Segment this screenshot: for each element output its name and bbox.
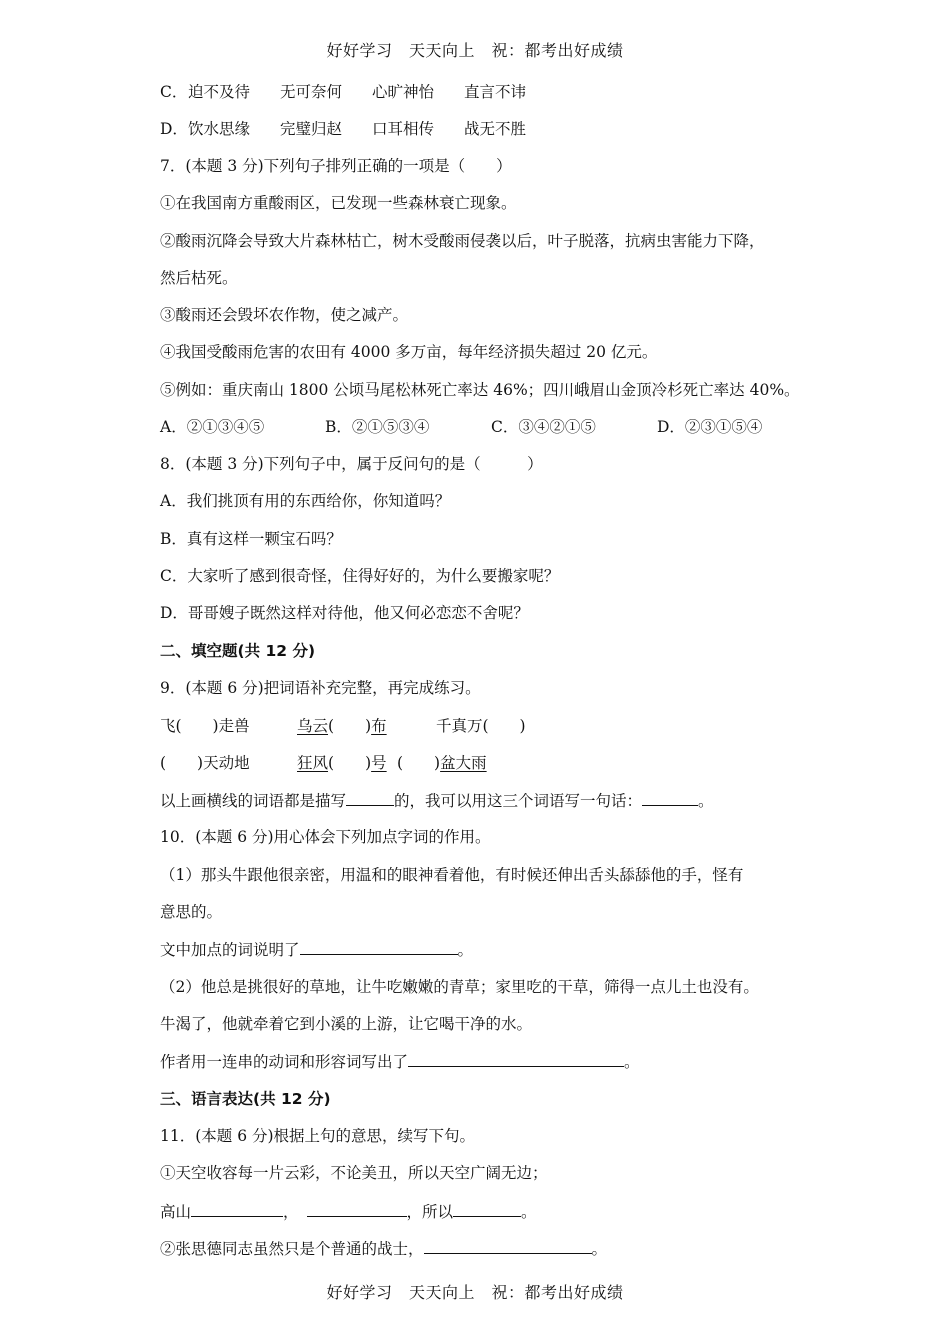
q9-word-6 xyxy=(397,753,487,773)
q10-passage-2b: 牛渴了，他就牵着它到小溪的上游，让它喝干净的水。 xyxy=(160,1015,533,1033)
q10-question-1 xyxy=(160,939,473,960)
section-2-title: 二、填空题(共 12 分) xyxy=(160,642,316,660)
q9-word-4: ( )天动地 xyxy=(160,754,250,772)
text: 。 xyxy=(521,1203,537,1221)
underlined-text: 盆大雨 xyxy=(440,754,487,772)
text: 高山 xyxy=(160,1203,192,1221)
q8-stem: 8．(本题 3 分)下列句子中，属于反问句的是（ ） xyxy=(160,455,543,473)
word: 迫不及待 xyxy=(188,83,251,101)
q7-options xyxy=(160,417,762,437)
q7-sentence-2b: 然后枯死。 xyxy=(160,269,238,287)
blank[interactable]: ( ) xyxy=(328,717,372,735)
q9-word-5 xyxy=(297,753,397,773)
q7-sentence-1: ①在我国南方重酸雨区，已发现一些森林衰亡现象。 xyxy=(160,194,517,212)
text: 。 xyxy=(591,1240,608,1258)
q7-sentence-5: ⑤例如：重庆南山 1800 公顷马尾松林死亡率达 46%；四川峨眉山金顶冷杉死亡率达 40%。 xyxy=(160,381,800,399)
word: 直言不讳 xyxy=(464,83,527,101)
q9-stem: 9．(本题 6 分)把词语补充完整，再完成练习。 xyxy=(160,679,481,697)
q9-word-2 xyxy=(297,716,436,736)
word: 口耳相传 xyxy=(372,120,435,138)
word: 饮水思缘 xyxy=(188,120,251,138)
q7-sentence-4: ④我国受酸雨危害的农田有 4000 多万亩，每年经济损失超过 20 亿元。 xyxy=(160,343,658,361)
blank[interactable]: ( ) xyxy=(397,754,441,772)
q11-line-1: ①天空收容每一片云彩，不论美丑，所以天空广阔无边； xyxy=(160,1164,548,1182)
underlined-text: 号 xyxy=(371,754,387,772)
q10-stem: 10．(本题 6 分)用心体会下列加点字词的作用。 xyxy=(160,828,491,846)
underlined-text: 乌云 xyxy=(297,717,329,735)
q7-sentence-2a: ②酸雨沉降会导致大片森林枯亡，树木受酸雨侵袭以后，叶子脱落，抗病虫害能力下降， xyxy=(160,232,765,250)
answer-blank[interactable] xyxy=(300,939,458,955)
text: ②张思德同志虽然只是个普通的战士， xyxy=(160,1240,424,1258)
answer-blank[interactable] xyxy=(191,1201,283,1217)
q8-option-b[interactable]: B．真有这样一颗宝石吗？ xyxy=(160,530,342,548)
q10-question-2 xyxy=(160,1051,640,1072)
q6-option-d xyxy=(160,119,526,139)
q7-stem: 7．(本题 3 分)下列句子排列正确的一项是（ ） xyxy=(160,157,512,175)
word: 战无不胜 xyxy=(464,120,527,138)
q9-words-row-1 xyxy=(160,716,526,736)
text: 以上画横线的词语都是描写 xyxy=(160,792,347,810)
answer-blank[interactable] xyxy=(424,1238,592,1254)
option-label: D． xyxy=(160,120,188,138)
text: 文中加点的词说明了 xyxy=(160,941,300,959)
text: 。 xyxy=(457,941,474,959)
q9-words-row-2 xyxy=(160,753,487,773)
text: ， xyxy=(283,1203,299,1221)
q8-option-d[interactable]: D．哥哥嫂子既然这样对待他，他又何必恋恋不舍呢？ xyxy=(160,604,529,622)
section-3-title: 三、语言表达(共 12 分) xyxy=(160,1090,331,1108)
q8-option-a[interactable]: A．我们挑顶有用的东西给你，你知道吗？ xyxy=(160,492,451,510)
word: 心旷神怡 xyxy=(372,83,435,101)
q8-option-c[interactable]: C．大家听了感到很奇怪，住得好好的，为什么要搬家呢？ xyxy=(160,567,560,585)
q9-question xyxy=(160,790,714,811)
underlined-text: 布 xyxy=(371,717,387,735)
q7-option-c[interactable]: C．③④②①⑤ xyxy=(491,418,596,436)
q7-option-a[interactable]: A．②①③④⑤ xyxy=(160,418,265,436)
answer-blank[interactable] xyxy=(346,790,394,806)
q10-passage-1b: 意思的。 xyxy=(160,903,223,921)
q6-option-c xyxy=(160,82,526,102)
underlined-text: 狂风 xyxy=(297,754,329,772)
q10-passage-1a: （1）那头牛跟他很亲密，用温和的眼神看着他，有时候还伸出舌头舔舔他的手，怪有 xyxy=(160,866,744,884)
blank[interactable]: ( ) xyxy=(328,754,372,772)
answer-blank[interactable] xyxy=(307,1201,407,1217)
q11-line-3 xyxy=(160,1238,607,1259)
q7-sentence-3: ③酸雨还会毁坏农作物，使之减产。 xyxy=(160,306,409,324)
answer-blank[interactable] xyxy=(453,1201,521,1217)
q10-passage-2a: （2）他总是挑很好的草地，让牛吃嫩嫩的青草；家里吃的干草，筛得一点儿土也没有。 xyxy=(160,978,759,996)
answer-blank[interactable] xyxy=(642,790,698,806)
q7-option-d[interactable]: D．②③①⑤④ xyxy=(657,418,763,436)
page-header: 好好学习 天天向上 祝：都考出好成绩 xyxy=(326,41,624,60)
q7-option-b[interactable]: B．②①⑤③④ xyxy=(325,418,430,436)
answer-blank[interactable] xyxy=(408,1051,624,1067)
q11-stem: 11．(本题 6 分)根据上句的意思，续写下句。 xyxy=(160,1127,476,1145)
text: 。 xyxy=(698,792,714,810)
q9-word-1: 飞( )走兽 xyxy=(160,717,250,735)
q9-word-3: 千真万( ) xyxy=(436,717,526,735)
text: 作者用一连串的动词和形容词写出了 xyxy=(160,1053,409,1071)
text: 的，我可以用这三个词语写一句话： xyxy=(394,792,643,810)
text: ，所以 xyxy=(406,1203,454,1221)
text: 。 xyxy=(624,1053,640,1071)
page-footer: 好好学习 天天向上 祝：都考出好成绩 xyxy=(326,1283,624,1302)
option-label: C． xyxy=(160,83,188,101)
q11-line-2 xyxy=(160,1201,537,1222)
word: 完璧归赵 xyxy=(280,120,343,138)
word: 无可奈何 xyxy=(280,83,343,101)
